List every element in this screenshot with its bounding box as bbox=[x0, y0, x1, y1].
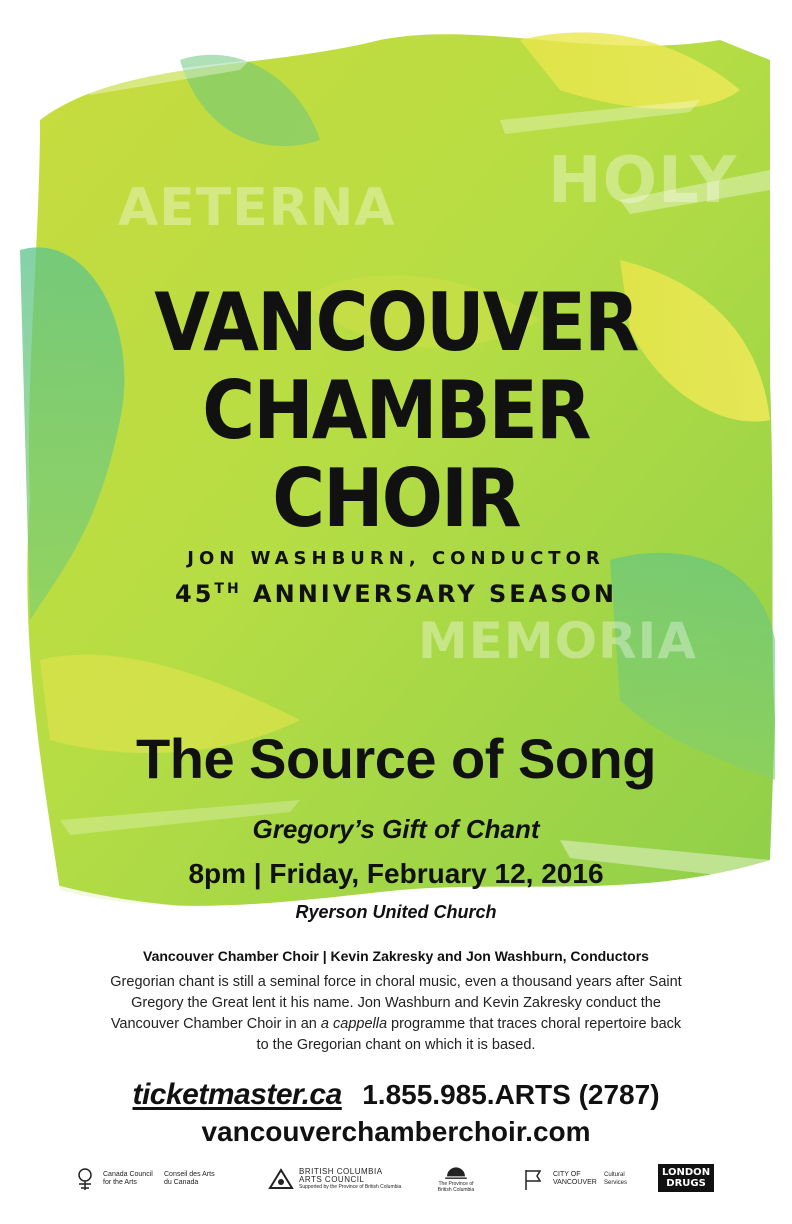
bc-arts-council-logo bbox=[268, 1166, 419, 1192]
phone-number[interactable]: 1.855.985.ARTS (2787) bbox=[362, 1079, 660, 1110]
concert-title: The Source of Song bbox=[136, 727, 656, 790]
bc-arts-name: BRITISH COLUMBIA ARTS COUNCIL bbox=[299, 1167, 383, 1184]
choir-name-line-1: VANCOUVER bbox=[154, 276, 638, 369]
bc-arts-text bbox=[299, 1168, 419, 1190]
bc-province-name: The Province of British Columbia bbox=[437, 1181, 475, 1193]
watermark-aeterna: AETERNA bbox=[118, 178, 396, 238]
london-drugs-line-1: LONDON bbox=[662, 1167, 711, 1178]
concert-venue: Ryerson United Church bbox=[295, 902, 497, 922]
concert-subtitle: Gregory’s Gift of Chant bbox=[252, 814, 540, 844]
ticket-contact bbox=[0, 1078, 792, 1112]
concert-description bbox=[108, 972, 684, 1056]
bc-province-logo bbox=[436, 1162, 476, 1193]
choir-name-line-2: CHAMBER bbox=[202, 364, 590, 457]
watermark-memoria: MEMORIA bbox=[418, 612, 697, 670]
london-drugs-logo bbox=[658, 1164, 714, 1192]
london-drugs-box bbox=[658, 1164, 714, 1192]
canada-council-fr: Conseil des Arts du Canada bbox=[164, 1171, 215, 1186]
canada-council-logo bbox=[72, 1166, 220, 1192]
season-text: ANNIVERSARY SEASON bbox=[241, 580, 617, 608]
sponsor-logos bbox=[0, 1160, 792, 1200]
bc-arts-council-icon bbox=[268, 1166, 294, 1192]
city-services: Cultural Services bbox=[604, 1172, 628, 1186]
season-line bbox=[0, 580, 792, 608]
ticketmaster-link[interactable]: ticketmaster.ca bbox=[132, 1078, 342, 1111]
concert-datetime: 8pm | Friday, February 12, 2016 bbox=[188, 858, 604, 889]
season-number: 45 bbox=[175, 580, 215, 608]
city-of-vancouver-logo bbox=[522, 1166, 634, 1192]
city-name: CITY OF VANCOUVER bbox=[553, 1171, 597, 1186]
canada-council-icon bbox=[72, 1166, 98, 1192]
performer-credits: Vancouver Chamber Choir | Kevin Zakresky and Jon Washburn, Conductors bbox=[143, 948, 649, 964]
season-ordinal: TH bbox=[214, 581, 242, 597]
choir-name-line-3: CHOIR bbox=[272, 452, 520, 545]
bc-sun-icon bbox=[443, 1162, 469, 1180]
website-link[interactable]: vancouverchamberchoir.com bbox=[201, 1116, 591, 1147]
description-italic: a cappella bbox=[320, 1016, 388, 1032]
description-part-2: programme that traces choral repertoire back to the Gregorian chant on which it is based. bbox=[256, 1016, 682, 1053]
london-drugs-line-2: DRUGS bbox=[666, 1178, 706, 1189]
watermark-holy: HOLY bbox=[548, 144, 738, 218]
city-flag-icon bbox=[522, 1166, 548, 1192]
description-part-1: Gregorian chant is still a seminal force in choral music, even a thousand years after Saint Gregory the Great lent it his name. Jon Washburn and Kevin Zakresky conduct the Vancouver Chamber Choir in an bbox=[110, 974, 682, 1032]
conductor-line: JON WASHBURN, CONDUCTOR bbox=[187, 548, 605, 569]
canada-council-en: Canada Council for the Arts bbox=[103, 1171, 153, 1186]
bc-arts-sub: Supported by the Province of British Columbia bbox=[299, 1184, 402, 1190]
